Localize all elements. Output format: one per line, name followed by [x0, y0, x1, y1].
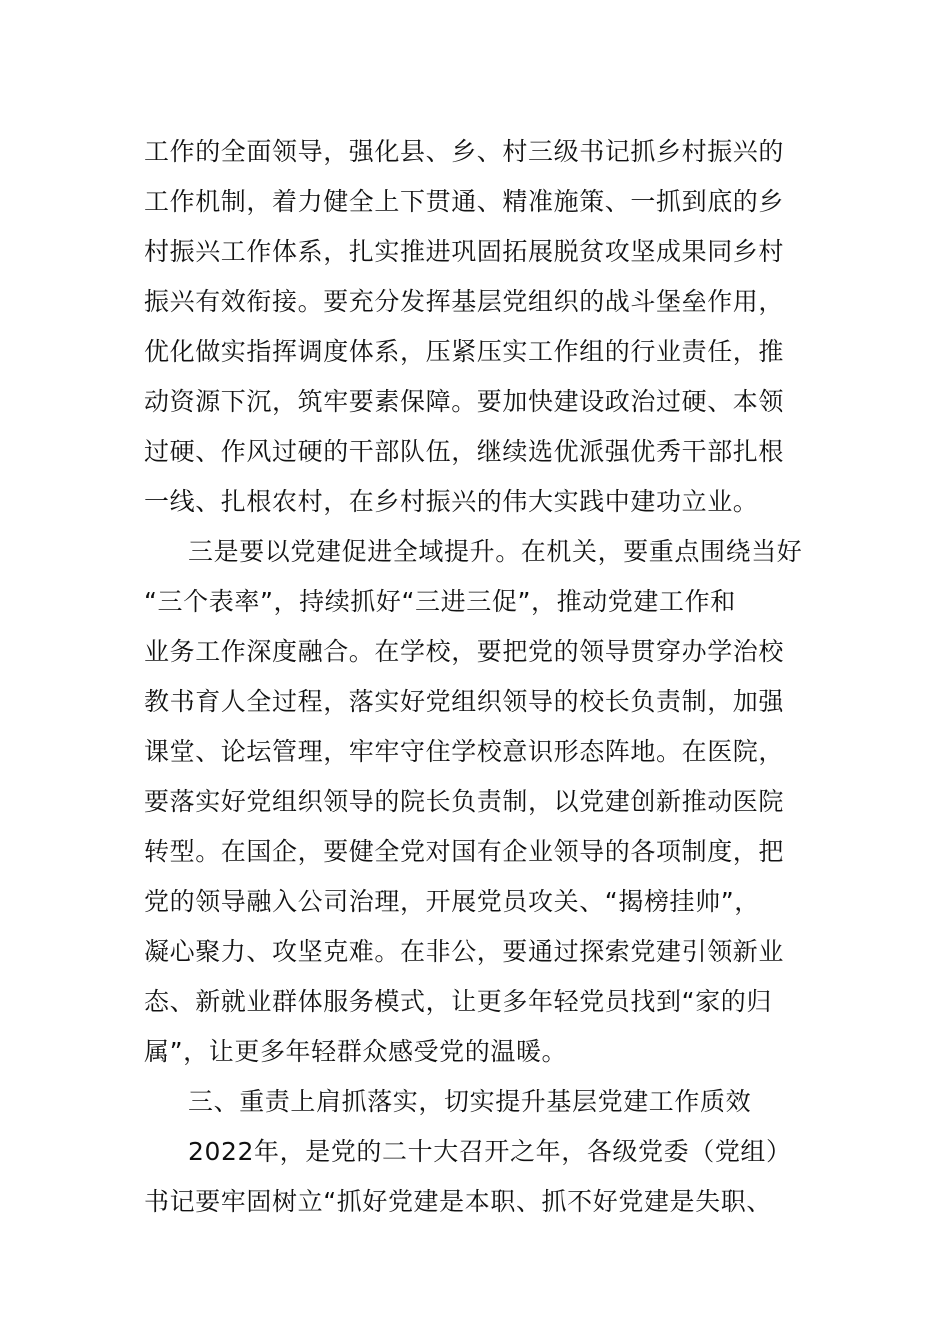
text-line: 属”，让更多年轻群众感受党的温暖。 [144, 1037, 568, 1066]
text-line: 转型。在国企，要健全党对国有企业领导的各项制度，把 [144, 837, 785, 866]
paragraph-start-line: 2022年，是党的二十大召开之年，各级党委（党组） [188, 1137, 792, 1166]
text-line: 优化做实指挥调度体系，压紧压实工作组的行业责任，推 [144, 337, 785, 366]
text-line: 党的领导融入公司治理，开展党员攻关、“揭榜挂帅”， [144, 887, 760, 916]
text-line: 工作机制，着力健全上下贯通、精准施策、一抓到底的乡 [144, 187, 785, 216]
text-line: “三个表率”，持续抓好“三进三促”，推动党建工作和 [144, 587, 736, 616]
section-heading: 三、重责上肩抓落实，切实提升基层党建工作质效 [188, 1087, 752, 1116]
text-line: 教书育人全过程，落实好党组织领导的校长负责制，加强 [144, 687, 785, 716]
document-body [144, 127, 816, 1227]
text-line: 动资源下沉，筑牢要素保障。要加快建设政治过硬、本领 [144, 387, 785, 416]
text-line: 村振兴工作体系，扎实推进巩固拓展脱贫攻坚成果同乡村 [144, 237, 785, 266]
text-line: 凝心聚力、攻坚克难。在非公，要通过探索党建引领新业 [144, 937, 785, 966]
text-line: 振兴有效衔接。要充分发挥基层党组织的战斗堡垒作用， [144, 287, 785, 316]
text-line: 态、新就业群体服务模式，让更多年轻党员找到“家的归 [144, 987, 772, 1016]
text-line: 工作的全面领导，强化县、乡、村三级书记抓乡村振兴的 [144, 137, 785, 166]
text-line: 书记要牢固树立“抓好党建是本职、抓不好党建是失职、 [144, 1187, 772, 1216]
paragraph-start-line: 三是要以党建促进全域提升。在机关，要重点围绕当好 [188, 537, 803, 566]
text-line: 过硬、作风过硬的干部队伍，继续选优派强优秀干部扎根 [144, 437, 785, 466]
text-line: 业务工作深度融合。在学校，要把党的领导贯穿办学治校 [144, 637, 785, 666]
text-line: 要落实好党组织领导的院长负责制，以党建创新推动医院 [144, 787, 785, 816]
text-line: 一线、扎根农村，在乡村振兴的伟大实践中建功立业。 [144, 487, 759, 516]
text-line: 课堂、论坛管理，牢牢守住学校意识形态阵地。在医院， [144, 737, 785, 766]
